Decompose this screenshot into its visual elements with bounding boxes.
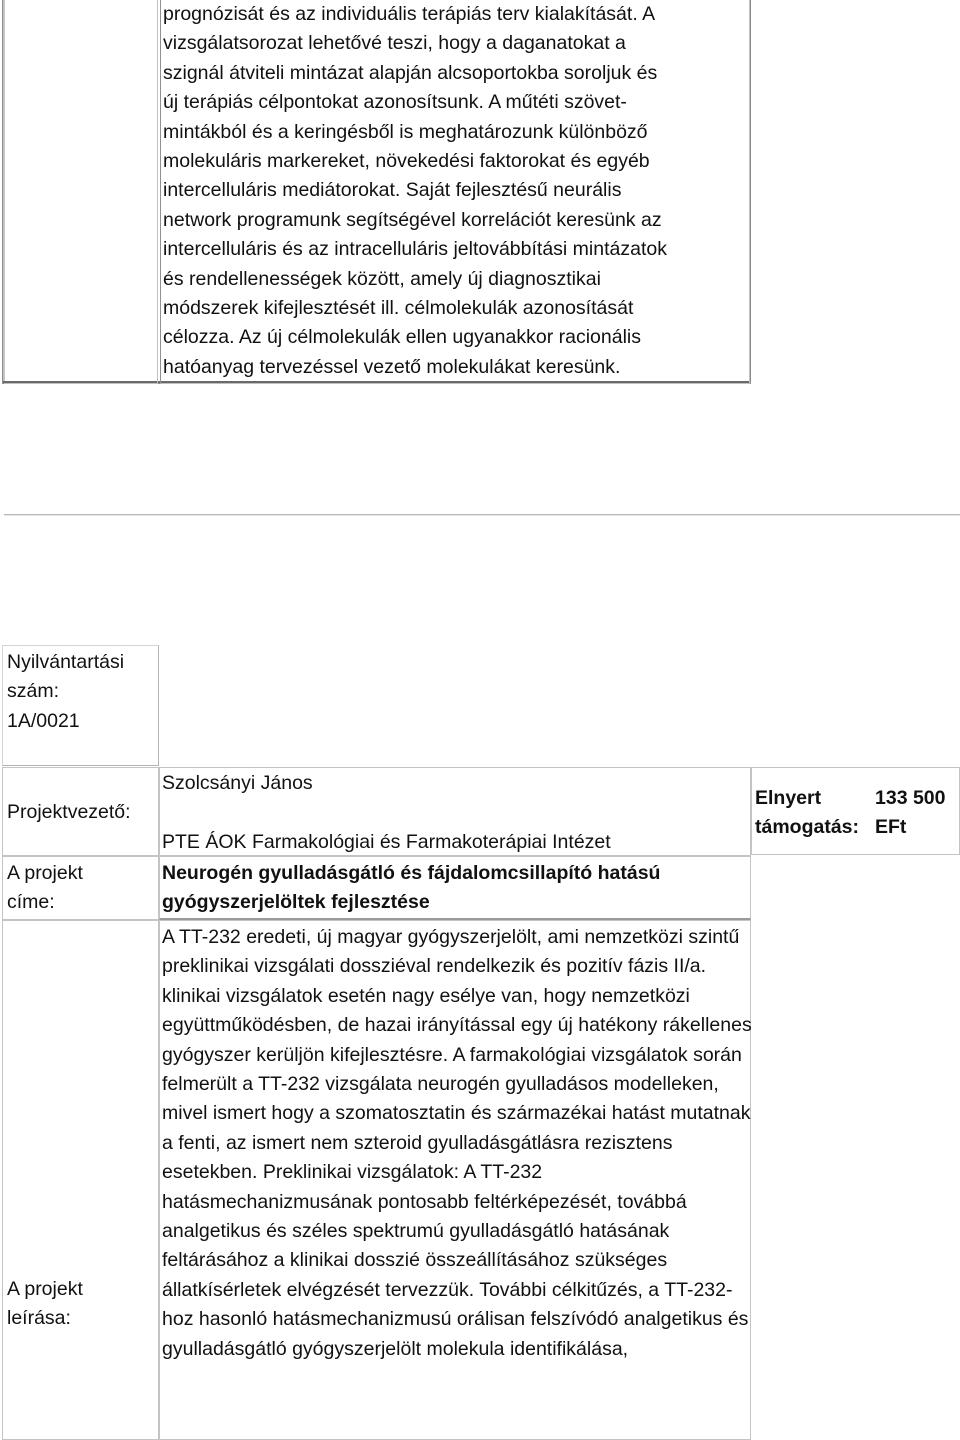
- project-leader-name: Szolcsányi János: [162, 772, 313, 794]
- project-title-line-2: gyógyszerjelöltek fejlesztése: [162, 891, 430, 913]
- registry-number: 1A/0021: [7, 709, 80, 732]
- previous-project-description: prognózisát és az individuális terápiás terv kialakítását. A vizsgálatsorozat lehetővé teszi, hogy a daganatokat a szignál átviteli mintázat alapján alcsoportokba soroljuk és új terápiás célpontokat azonosítsunk. A műtéti szövet- mintákból és a keringésből is meghatározunk különböző molekuláris markereket, növekedési faktorokat és egyéb intercelluláris mediátorokat. Saját fejlesztésű neurális network programunk segítségével korrelációt keresünk az intercelluláris és az intracelluláris jeltovábbítási mintázatok és rendellenességek között, amely új diagnosztikai módszerek kifejlesztését ill. célmolekulák azonosítását célozza. Az új célmolekulák ellen ugyanakkor racionális hatóanyag tervezéssel vezető molekulákat keresünk.: [163, 3, 667, 378]
- grant-label: Elnyert támogatás:: [755, 787, 860, 839]
- registry-number-block: [7, 648, 157, 736]
- registry-label: Nyilvántartási szám:: [7, 651, 125, 703]
- record-separator: [4, 514, 960, 515]
- previous-project-label-cell: [4, 0, 158, 384]
- project-description: A TT-232 eredeti, új magyar gyógyszerjelölt, ami nemzetközi szintű preklinikai vizsgálati dossziéval rendelkezik és pozitív fázis II/a. klinikai vizsgálatok esetén nagy esélye van, hogy nemzetközi együttműködésben, de hazai irányítással egy új hatékony rákellenes gyógyszer kerüljön kifejlesztésre. A farmakológiai vizsgálatok során felmerült a TT-232 vizsgálata neurogén gyulladásos modelleken, mivel ismert hogy a szomatosztatin és származékai hatást mutatnak a fenti, az ismert nem szteroid gyulladásgátlásra rezisztens esetekben. Preklinikai vizsgálatok: A TT-232 hatásmechanizmusának pontosabb feltérképezését, továbbá analgetikus és széles spektrumú gyulladásgátló hatásának feltárásához a klinikai dosszié összeállításához szükséges állatkísérletek elvégzését tervezzük. További célkitűzés, a TT-232-hoz hasonló hatásmechanizmusú orálisan felszívódó analgetikus és gyulladásgátló gyógyszerjelölt molekula identifikálása,: [162, 926, 752, 1360]
- description-label-cell: [2, 920, 159, 1440]
- grant-value: 133 500 EFt: [875, 787, 946, 839]
- project-leader-label: Projektvezető:: [7, 801, 131, 823]
- project-title-label: A projekt címe:: [7, 862, 83, 914]
- project-institution: PTE ÁOK Farmakológiai és Farmakoterápiai Intézet: [162, 831, 611, 853]
- project-description-label: A projekt leírása:: [7, 1278, 83, 1330]
- project-title-line-1: Neurogén gyulladásgátló és fájdalomcsillapító hatású: [162, 862, 661, 884]
